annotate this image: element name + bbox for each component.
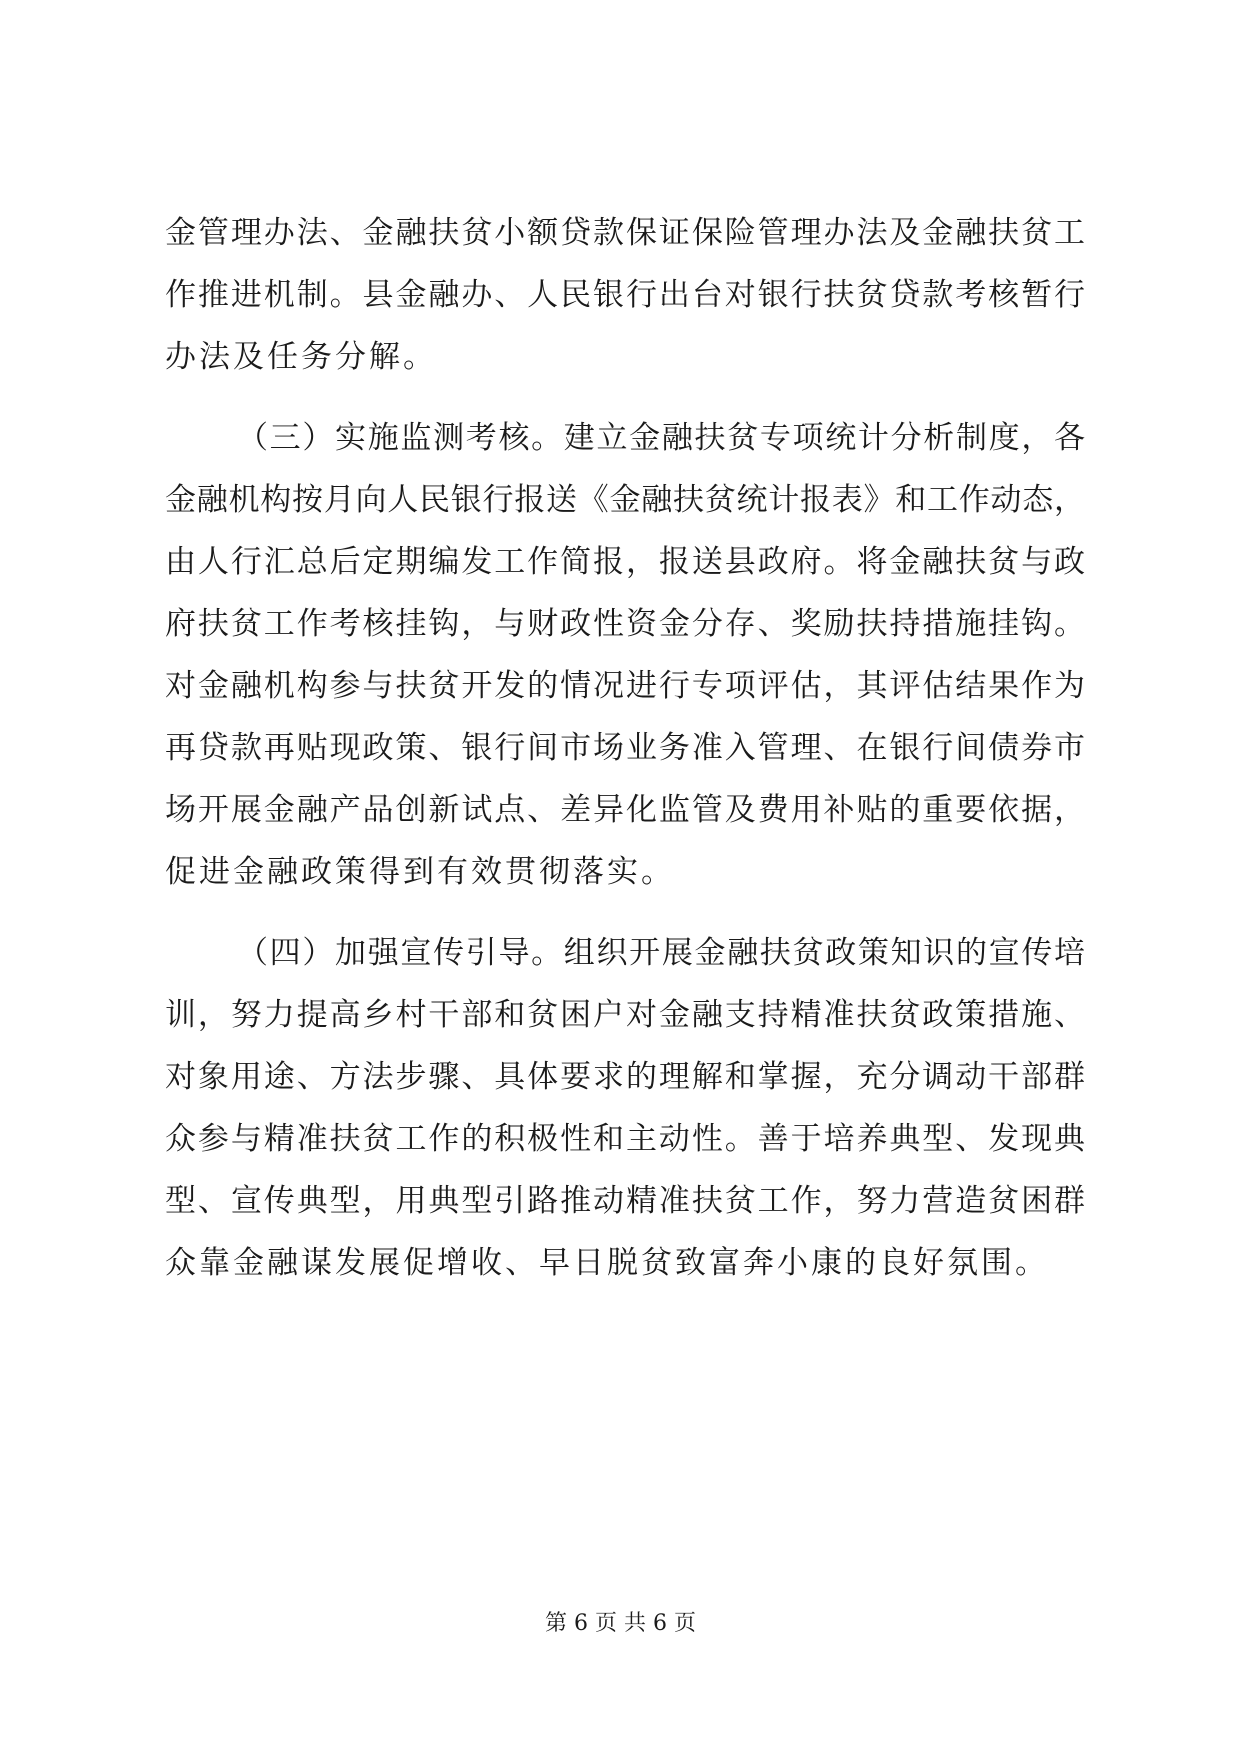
text-line: 办法及任务分解。	[165, 339, 437, 375]
text-line: 对象用途、方法步骤、具体要求的理解和掌握，充分调动干部群	[165, 1059, 1085, 1095]
text-line: 金融机构按月向人民银行报送《金融扶贫统计报表》和工作动态，	[165, 482, 1085, 518]
text-line: 促进金融政策得到有效贯彻落实。	[165, 854, 675, 890]
section-four-heading-line: （四）加强宣传引导。组织开展金融扶贫政策知识的宣传培	[237, 935, 1085, 971]
text-line: 由人行汇总后定期编发工作简报，报送县政府。将金融扶贫与政	[165, 544, 1085, 580]
text-line: 作推进机制。县金融办、人民银行出台对银行扶贫贷款考核暂行	[165, 277, 1085, 313]
text-line: 再贷款再贴现政策、银行间市场业务准入管理、在银行间债券市	[165, 730, 1085, 766]
text-line: 场开展金融产品创新试点、差异化监管及费用补贴的重要依据，	[165, 792, 1085, 828]
text-line: 对金融机构参与扶贫开发的情况进行专项评估，其评估结果作为	[165, 668, 1085, 704]
text-line: 府扶贫工作考核挂钩，与财政性资金分存、奖励扶持措施挂钩。	[165, 606, 1085, 642]
text-line: 型、宣传典型，用典型引路推动精准扶贫工作，努力营造贫困群	[165, 1183, 1085, 1219]
text-line: 训，努力提高乡村干部和贫困户对金融支持精准扶贫政策措施、	[165, 997, 1085, 1033]
text-line: 众靠金融谋发展促增收、早日脱贫致富奔小康的良好氛围。	[165, 1245, 1049, 1281]
text-line: 金管理办法、金融扶贫小额贷款保证保险管理办法及金融扶贫工	[165, 215, 1085, 251]
section-three-heading-line: （三）实施监测考核。建立金融扶贫专项统计分析制度，各	[237, 420, 1085, 456]
text-line: 众参与精准扶贫工作的积极性和主动性。善于培养典型、发现典	[165, 1121, 1085, 1157]
page-number-footer: 第 6 页 共 6 页	[545, 1611, 696, 1636]
